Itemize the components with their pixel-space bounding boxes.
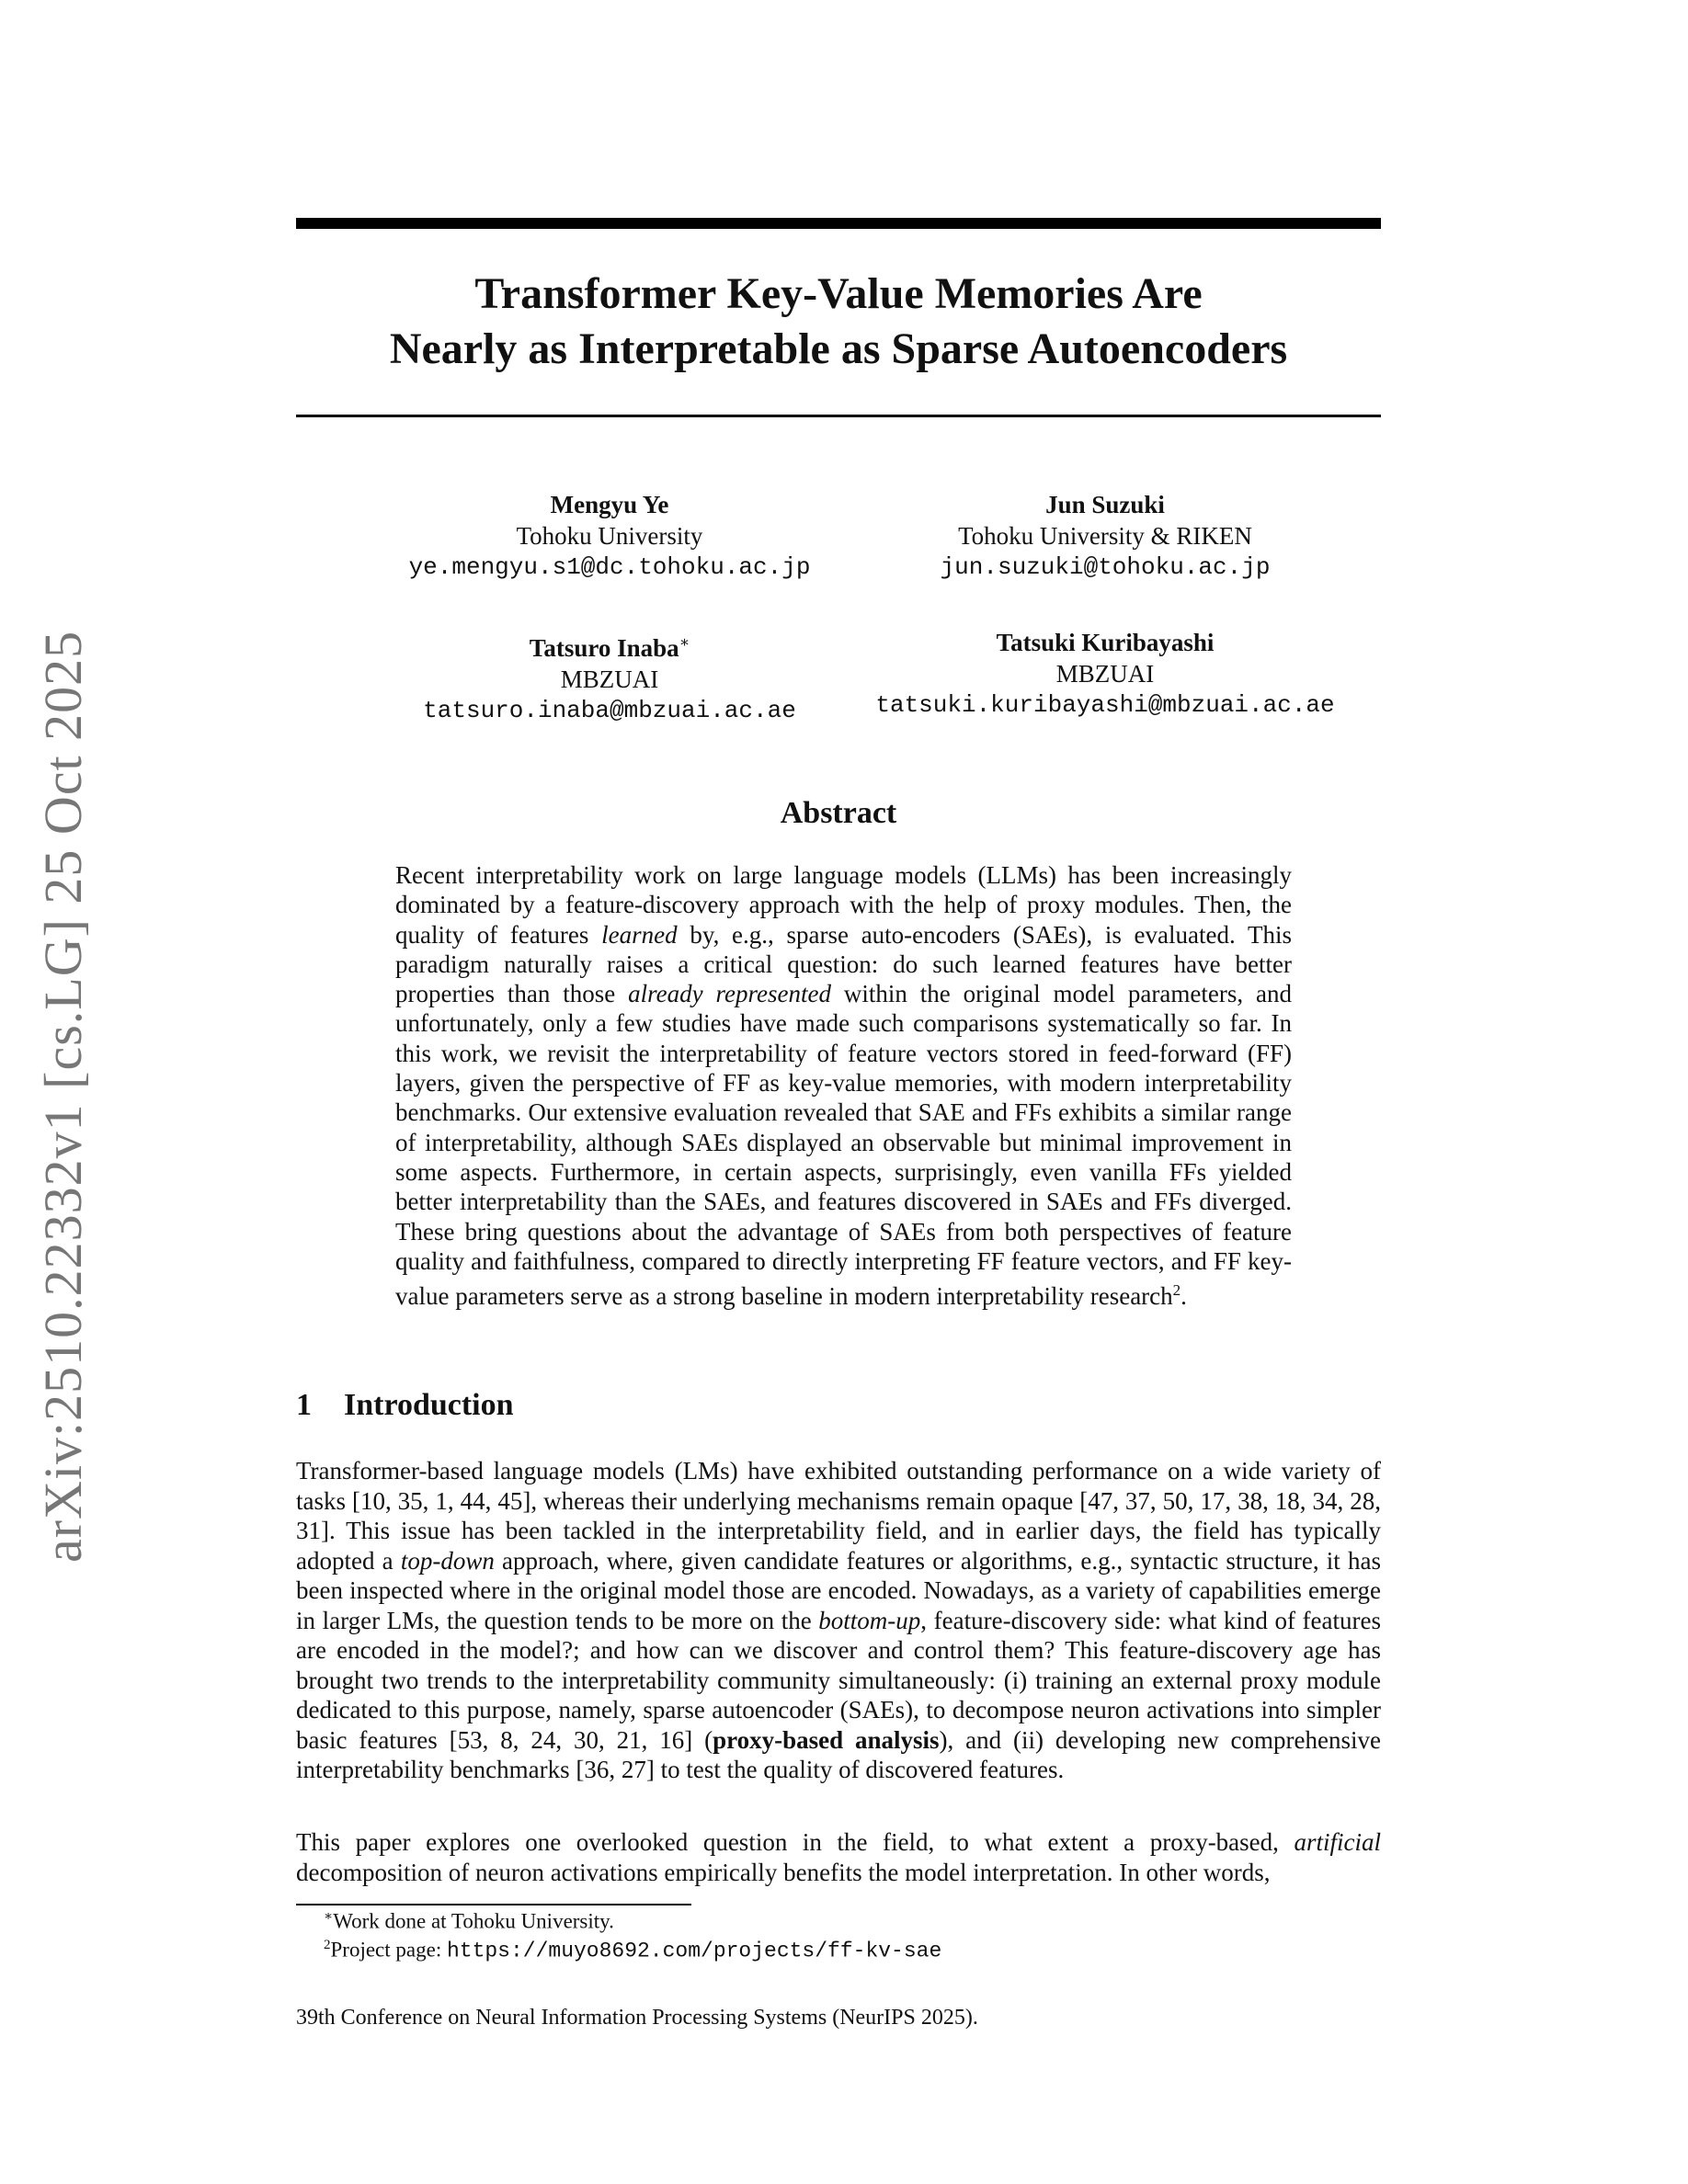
footnote-text: Work done at Tohoku University. (333, 1909, 614, 1933)
section-title: Introduction (344, 1388, 514, 1422)
abstract-heading: Abstract (780, 796, 897, 830)
abstract-text: . (1180, 1282, 1187, 1311)
author-footnote-mark: ∗ (679, 633, 690, 651)
footnote-2 (324, 1938, 941, 1963)
author-email[interactable]: tatsuki.kuribayashi@mbzuai.ac.ae (875, 691, 1335, 719)
author-block-2 (866, 489, 1344, 583)
title-line-2: Nearly as Interpretable as Sparse Autoencoders (389, 324, 1288, 373)
author-name (371, 627, 849, 664)
paragraph-emphasis: bottom-up (818, 1606, 921, 1634)
footnote-ref-2[interactable]: 2 (1172, 1281, 1181, 1300)
paragraph-text: decomposition of neuron activations empirically benefits the model interpretation. In other words, (296, 1858, 1271, 1886)
paragraph-bold: proxy-based analysis (713, 1725, 940, 1754)
footnote-mark: ∗ (324, 1909, 334, 1924)
abstract-text: within the original model parameters, and unfortunately, only a few studies have made such comparisons systematically so far. In this work, we revisit the interpretability of feature vectors stored in feed-forward (FF) layers, given the perspective of FF as key-value memories, with modern interpretability benchmarks. Our extensive evaluation revealed that SAE and FFs exhibits a similar range of interpretability, although SAEs displayed an observable but minimal improvement in some aspects. Furthermore, in certain aspects, surprisingly, even vanilla FFs yielded better interpretability than the SAEs, and features discovered in SAEs and FFs diverged. These bring questions about the advantage of SAEs from both perspectives of feature quality and faithfulness, compared to directly interpreting FF feature vectors, and FF key-value parameters serve as a strong baseline in modern interpretability research (395, 980, 1292, 1311)
abstract-emphasis: learned (601, 920, 678, 949)
footnote-text: Project page: (330, 1938, 447, 1962)
author-name: Tatsuki Kuribayashi (996, 629, 1215, 656)
author-name: Jun Suzuki (1045, 491, 1165, 518)
author-name: Mengyu Ye (550, 491, 669, 518)
author-block-4 (834, 627, 1376, 721)
intro-paragraph-1 (296, 1456, 1381, 1785)
paragraph-text: ), and (ii) developing new comprehensive interpretability benchmarks [36, 27] to test the quality of discovered features. (296, 1725, 1381, 1783)
author-email[interactable]: tatsuro.inaba@mbzuai.ac.ae (423, 697, 796, 724)
paragraph-text: This paper explores one overlooked question in the field, to what extent a proxy-based, (296, 1828, 1295, 1856)
paper-title (296, 267, 1381, 377)
section-heading-introduction (296, 1388, 514, 1423)
footnote-mark: 2 (324, 1938, 331, 1952)
paragraph-text: Transformer-based language models (LMs) have exhibited outstanding performance on a wide variety of tasks [10, 35, 1, 44, 45], whereas their underlying mechanisms remain opaque [47, 37, 50, 17, 38, 18, 34, 28, 31]. This issue has been tackled in the interpretability field, and in earlier days, the field has typically adopted a (296, 1457, 1381, 1575)
paragraph-text: approach, where, given candidate features or algorithms, e.g., syntactic structure, it has been inspected where in the original model those are encoded. Nowadays, as a variety of capabilities emerge in larger LMs, the question tends to be more on the (296, 1546, 1381, 1634)
intro-paragraph-2 (296, 1827, 1381, 1887)
author-email[interactable]: jun.suzuki@tohoku.ac.jp (940, 553, 1271, 581)
paragraph-text: , feature-discovery side: what kind of features are encoded in the model?; and how can we discover and control them? This feature-discovery age has brought two trends to the interpretability community simultaneously: (i) training an external proxy module dedicated to this purpose, namely, sparse autoencoder (SAEs), to decompose neuron activations into simpler basic features [53, 8, 24, 30, 21, 16] ( (296, 1606, 1381, 1754)
author-affiliation: MBZUAI (560, 665, 659, 693)
author-email[interactable]: ye.mengyu.s1@dc.tohoku.ac.jp (408, 553, 811, 581)
author-block-1 (371, 489, 849, 583)
footnote-1 (324, 1907, 614, 1934)
paragraph-emphasis: artificial (1294, 1828, 1381, 1856)
paragraph-emphasis: top-down (400, 1546, 495, 1575)
abstract-emphasis: already represented (628, 980, 831, 1008)
title-line-1: Transformer Key-Value Memories Are (474, 269, 1203, 318)
abstract-text: Recent interpretability work on large language models (LLMs) has been increasingly dominated by a feature-discovery approach with the help of proxy modules. Then, the quality of features (395, 861, 1292, 949)
abstract-body (395, 860, 1292, 1311)
footnote-rule (296, 1904, 691, 1905)
author-affiliation: Tohoku University & RIKEN (958, 522, 1252, 550)
arxiv-identifier-stamp[interactable]: arXiv:2510.22332v1 [cs.LG] 25 Oct 2025 (33, 630, 93, 1563)
venue-footer: 39th Conference on Neural Information Processing Systems (NeurIPS 2025). (296, 2006, 978, 2030)
project-page-link[interactable]: https://muyo8692.com/projects/ff-kv-sae (446, 1939, 942, 1963)
title-top-rule (296, 218, 1381, 229)
author-affiliation: MBZUAI (1055, 660, 1155, 688)
title-bottom-rule (296, 415, 1381, 417)
section-number: 1 (296, 1388, 312, 1422)
author-affiliation: Tohoku University (516, 522, 703, 550)
author-name-text: Tatsuro Inaba (529, 634, 679, 662)
abstract-text: by, e.g., sparse auto-encoders (SAEs), is evaluated. This paradigm naturally raises a critical question: do such learned features have better properties than those (395, 920, 1292, 1008)
author-block-3 (371, 627, 849, 726)
